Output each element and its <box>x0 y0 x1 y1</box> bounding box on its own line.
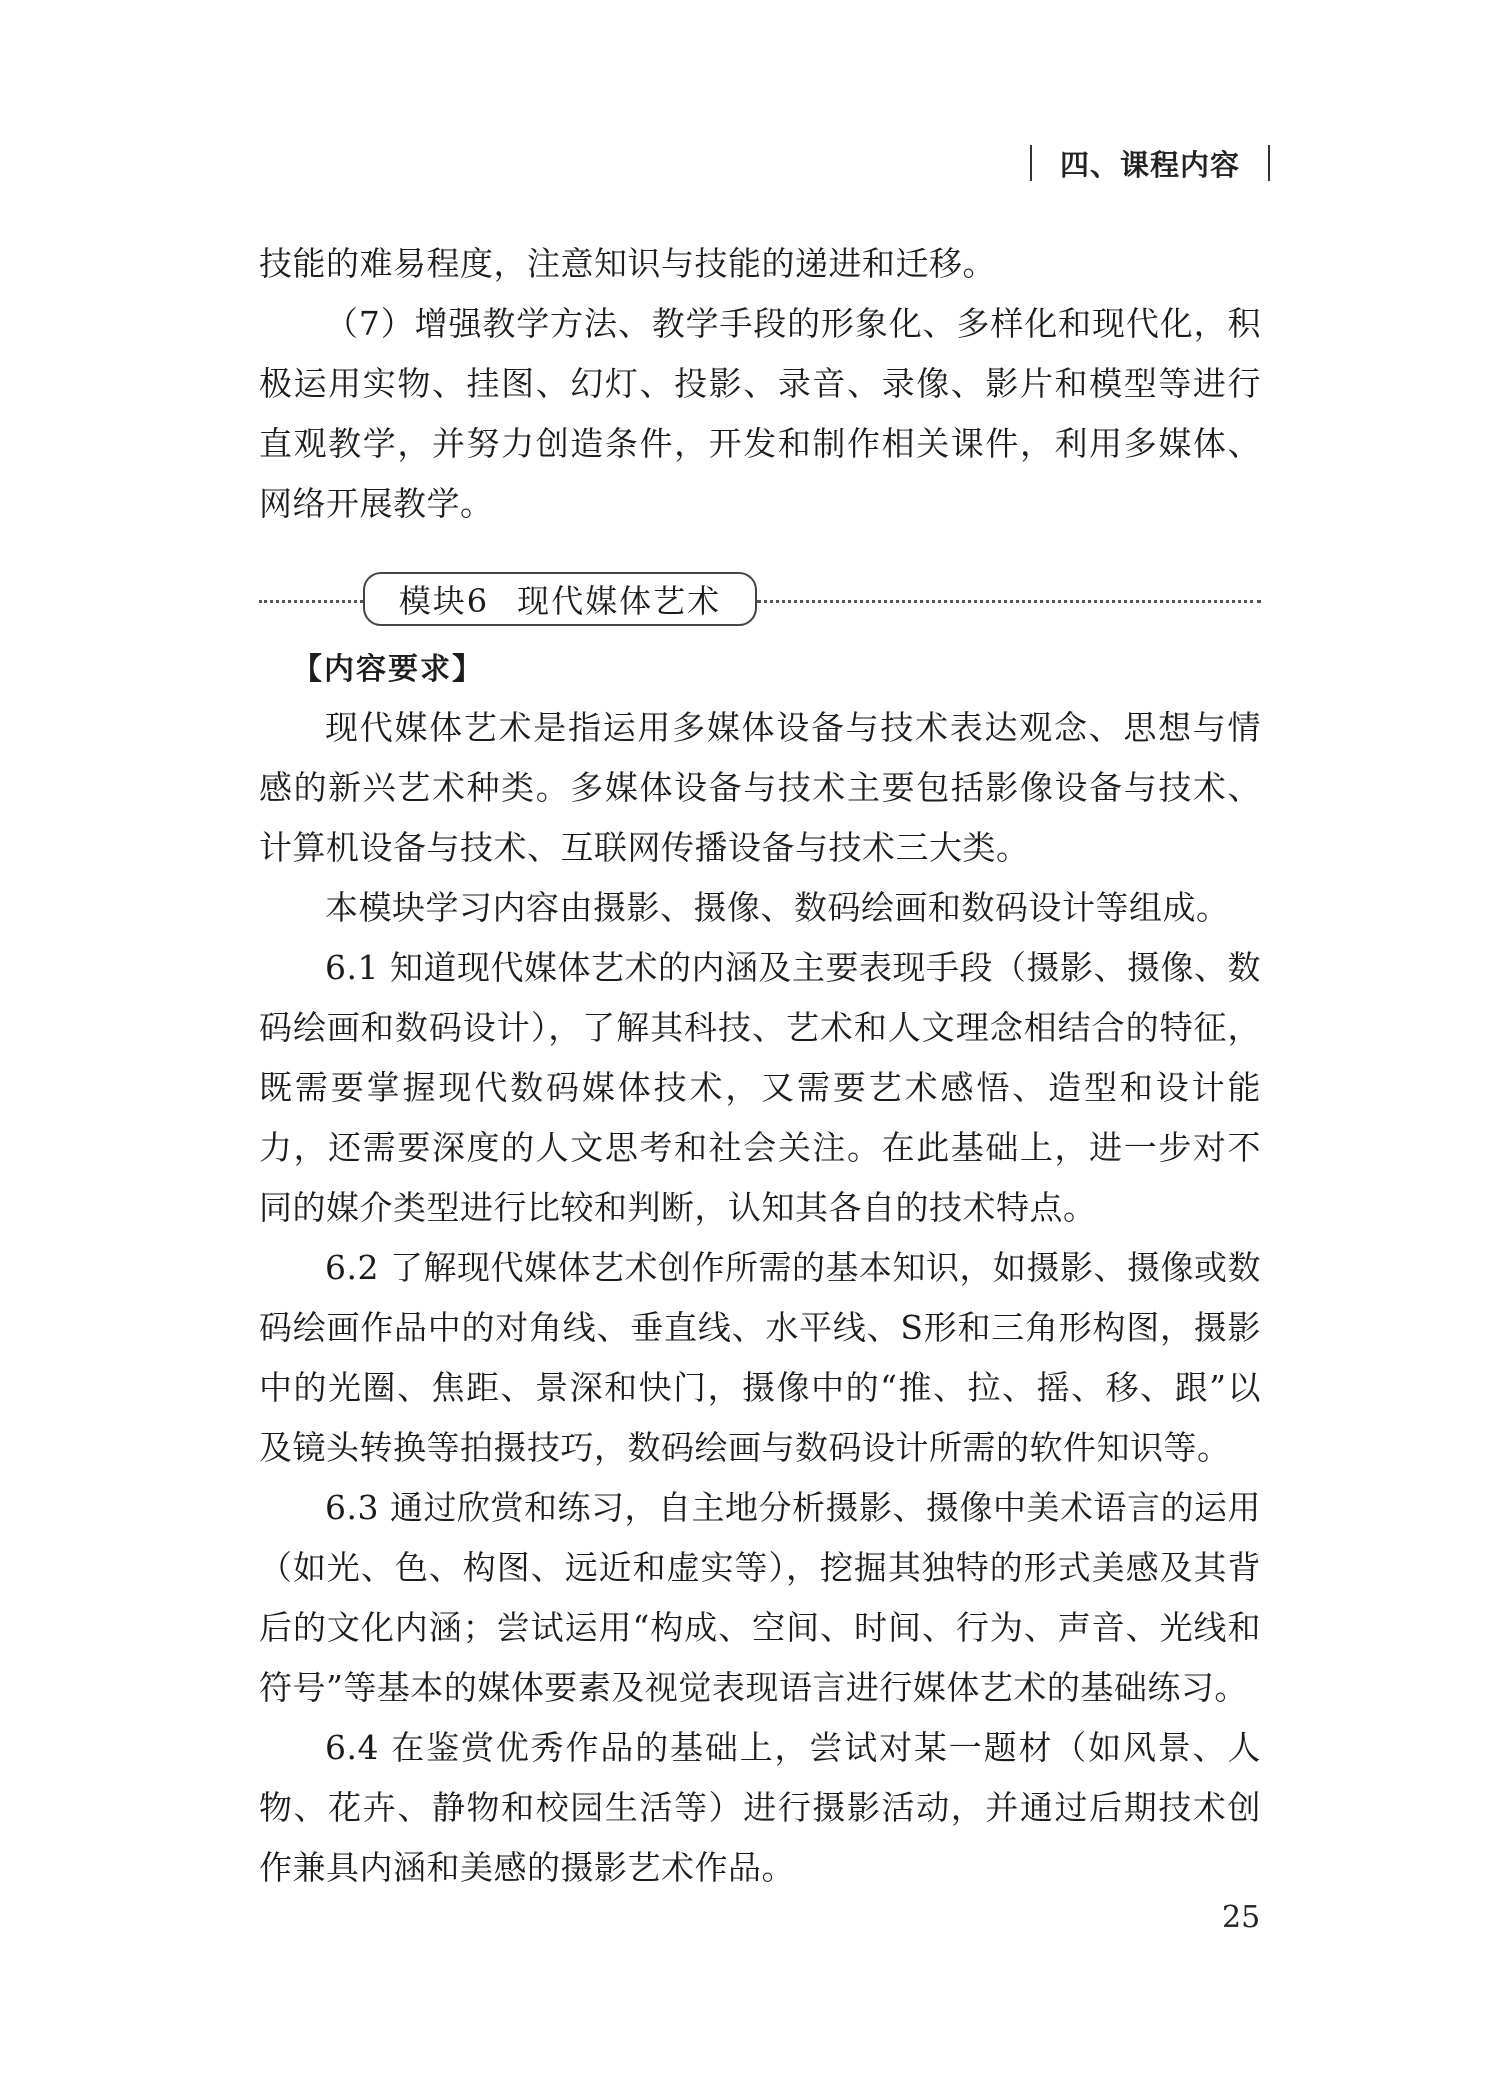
definition-paragraph: 现代媒体艺术是指运用多媒体设备与技术表达观念、思想与情感的新兴艺术种类。多媒体设备与技术主要包括影像设备与技术、计算机设备与技术、互联网传播设备与技术三大类。 <box>259 708 1261 867</box>
running-header <box>1030 140 1270 186</box>
requirement-6-4: 6.4 在鉴赏优秀作品的基础上，尝试对某一题材（如风景、人物、花卉、静物和校园生活等）进行摄影活动，并通过后期技术创作兼具内涵和美感的摄影艺术作品。 <box>259 1728 1261 1887</box>
chapter-title: 四、课程内容 <box>1059 147 1240 182</box>
composition-paragraph: 本模块学习内容由摄影、摄像、数码绘画和数码设计等组成。 <box>325 888 1230 927</box>
continuation-paragraph: 技能的难易程度，注意知识与技能的递进和迁移。 <box>259 244 996 283</box>
top-section <box>259 234 1261 534</box>
module-name: 现代媒体艺术 <box>517 582 722 620</box>
module-banner <box>259 572 1261 630</box>
paragraph-item-7: （7）增强教学方法、教学手段的形象化、多样化和现代化，积极运用实物、挂图、幻灯、投影、录音、录像、影片和模型等进行直观教学，并努力创造条件，开发和制作相关课件，利用多媒体、网络开展教学。 <box>259 304 1261 523</box>
module-title-tab <box>363 572 757 626</box>
module-label: 模块6 <box>398 582 490 620</box>
header-right-bar <box>1268 145 1270 181</box>
requirement-6-1: 6.1 知道现代媒体艺术的内涵及主要表现手段（摄影、摄像、数码绘画和数码设计），了解其科技、艺术和人文理念相结合的特征，既需要掌握现代数码媒体技术，又需要艺术感悟、造型和设计能力，还需要深度的人文思考和社会关注。在此基础上，进一步对不同的媒介类型进行比较和判断，认知其各自的技术特点。 <box>259 948 1261 1227</box>
content-requirements-section <box>259 698 1261 1898</box>
page-number: 25 <box>1222 1900 1261 1935</box>
requirement-6-3: 6.3 通过欣赏和练习，自主地分析摄影、摄像中美术语言的运用（如光、色、构图、远近和虚实等），挖掘其独特的形式美感及其背后的文化内涵；尝试运用“构成、空间、时间、行为、声音、光线和符号”等基本的媒体要素及视觉表现语言进行媒体艺术的基础练习。 <box>259 1488 1261 1707</box>
banner-dotted-rule-left <box>259 600 363 603</box>
content-requirements-heading: 【内容要求】 <box>292 652 484 687</box>
banner-dotted-rule-right <box>757 600 1261 603</box>
header-left-bar <box>1030 145 1032 181</box>
requirement-6-2: 6.2 了解现代媒体艺术创作所需的基本知识，如摄影、摄像或数码绘画作品中的对角线、垂直线、水平线、S形和三角形构图，摄影中的光圈、焦距、景深和快门，摄像中的“推、拉、摇、移、跟”以及镜头转换等拍摄技巧，数码绘画与数码设计所需的软件知识等。 <box>259 1248 1261 1467</box>
